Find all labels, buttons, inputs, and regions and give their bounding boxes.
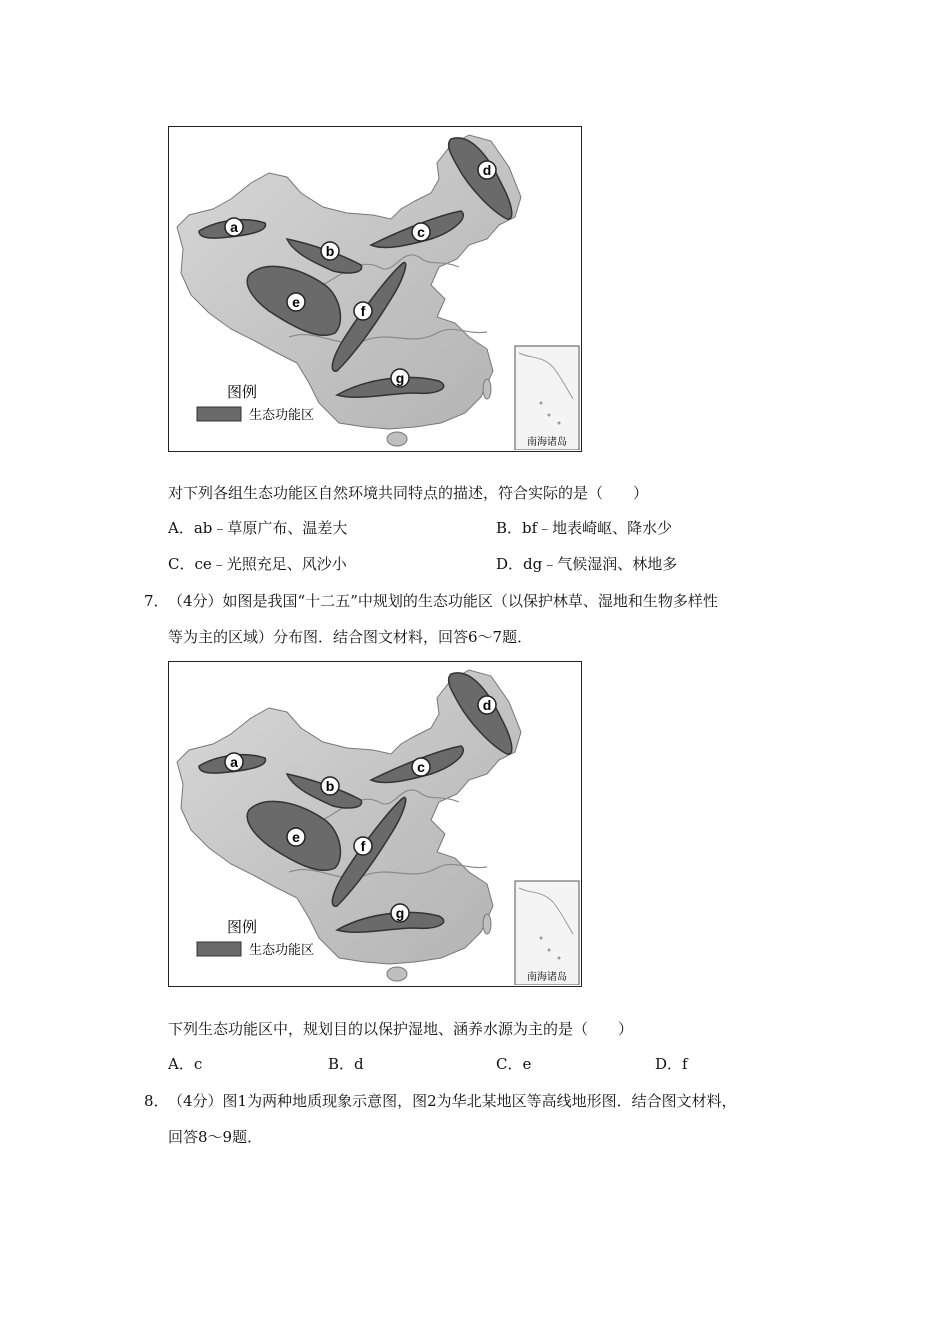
- zone-f-marker: [354, 302, 372, 320]
- eco-zone-map-2: [168, 661, 582, 987]
- zone-e-marker: [287, 293, 305, 311]
- q6-option-b[interactable]: B．bf﹣地表崎岖、降水少: [496, 519, 673, 537]
- zone-g-marker: [391, 904, 409, 922]
- q7-number: 7．: [144, 592, 169, 610]
- q7-option-d[interactable]: D．f: [655, 1055, 688, 1073]
- zone-label: e: [292, 829, 300, 845]
- q7-intro-line2: 等为主的区域）分布图．结合图文材料，回答6～7题．: [168, 628, 533, 646]
- q7-stem: 下列生态功能区中，规划目的以保护湿地、涵养水源为主的是（ ）: [168, 1020, 634, 1038]
- zone-f-marker: [354, 837, 372, 855]
- zone-label: a: [230, 754, 238, 770]
- inset-label: 南海诸岛: [527, 437, 567, 448]
- q7-option-a[interactable]: A．c: [168, 1055, 203, 1073]
- zone-label: g: [395, 370, 405, 386]
- zone-e-marker: [287, 828, 305, 846]
- q6-stem: 对下列各组生态功能区自然环境共同特点的描述，符合实际的是（ ）: [168, 484, 649, 502]
- q6-option-a[interactable]: A．ab﹣草原广布、温差大: [168, 519, 348, 537]
- zone-c-marker: [412, 758, 430, 776]
- q7-intro-line1: （4分）如图是我国“十二五”中规划的生态功能区（以保护林草、湿地和生物多样性: [168, 592, 718, 610]
- zone-label: b: [325, 778, 335, 794]
- inset-label: 南海诸岛: [527, 972, 567, 983]
- zone-d-marker: [478, 696, 496, 714]
- zone-label: a: [230, 219, 238, 235]
- eco-zone-map-svg: [169, 662, 580, 985]
- q7-option-b[interactable]: B．d: [328, 1055, 364, 1073]
- q8-line1: （4分）图1为两种地质现象示意图，图2为华北某地区等高线地形图．结合图文材料，: [168, 1092, 737, 1110]
- eco-zone-map-1: [168, 126, 582, 452]
- zone-b-marker: [321, 242, 339, 260]
- taiwan-island: [483, 914, 491, 934]
- hainan-island: [387, 432, 407, 446]
- q6-option-c[interactable]: C．ce﹣光照充足、风沙小: [168, 555, 347, 573]
- legend-item-label: 生态功能区: [249, 408, 315, 423]
- zone-label: d: [482, 697, 492, 713]
- zone-label: b: [325, 243, 335, 259]
- zone-label: f: [360, 303, 366, 319]
- hainan-island: [387, 967, 407, 981]
- q6-option-d[interactable]: D．dg﹣气候湿润、林地多: [496, 555, 678, 573]
- zone-d-marker: [478, 161, 496, 179]
- zone-c-marker: [412, 223, 430, 241]
- zone-g-marker: [391, 369, 409, 387]
- zone-label: d: [482, 162, 492, 178]
- zone-label: f: [360, 838, 366, 854]
- legend-title: 图例: [227, 918, 258, 936]
- zone-a-marker: [225, 218, 243, 236]
- zone-b-marker: [321, 777, 339, 795]
- zone-label: g: [395, 905, 405, 921]
- q8-number: 8．: [144, 1092, 169, 1110]
- legend-item-label: 生态功能区: [249, 943, 315, 958]
- zone-label: e: [292, 294, 300, 310]
- taiwan-island: [483, 379, 491, 399]
- eco-zone-map-svg: [169, 127, 580, 450]
- q8-line2: 回答8～9题．: [168, 1128, 263, 1146]
- zone-label: c: [417, 224, 425, 240]
- zone-a-marker: [225, 753, 243, 771]
- zone-label: c: [417, 759, 425, 775]
- legend-swatch: [197, 407, 241, 421]
- legend-swatch: [197, 942, 241, 956]
- legend-title: 图例: [227, 383, 258, 401]
- q7-option-c[interactable]: C．e: [496, 1055, 532, 1073]
